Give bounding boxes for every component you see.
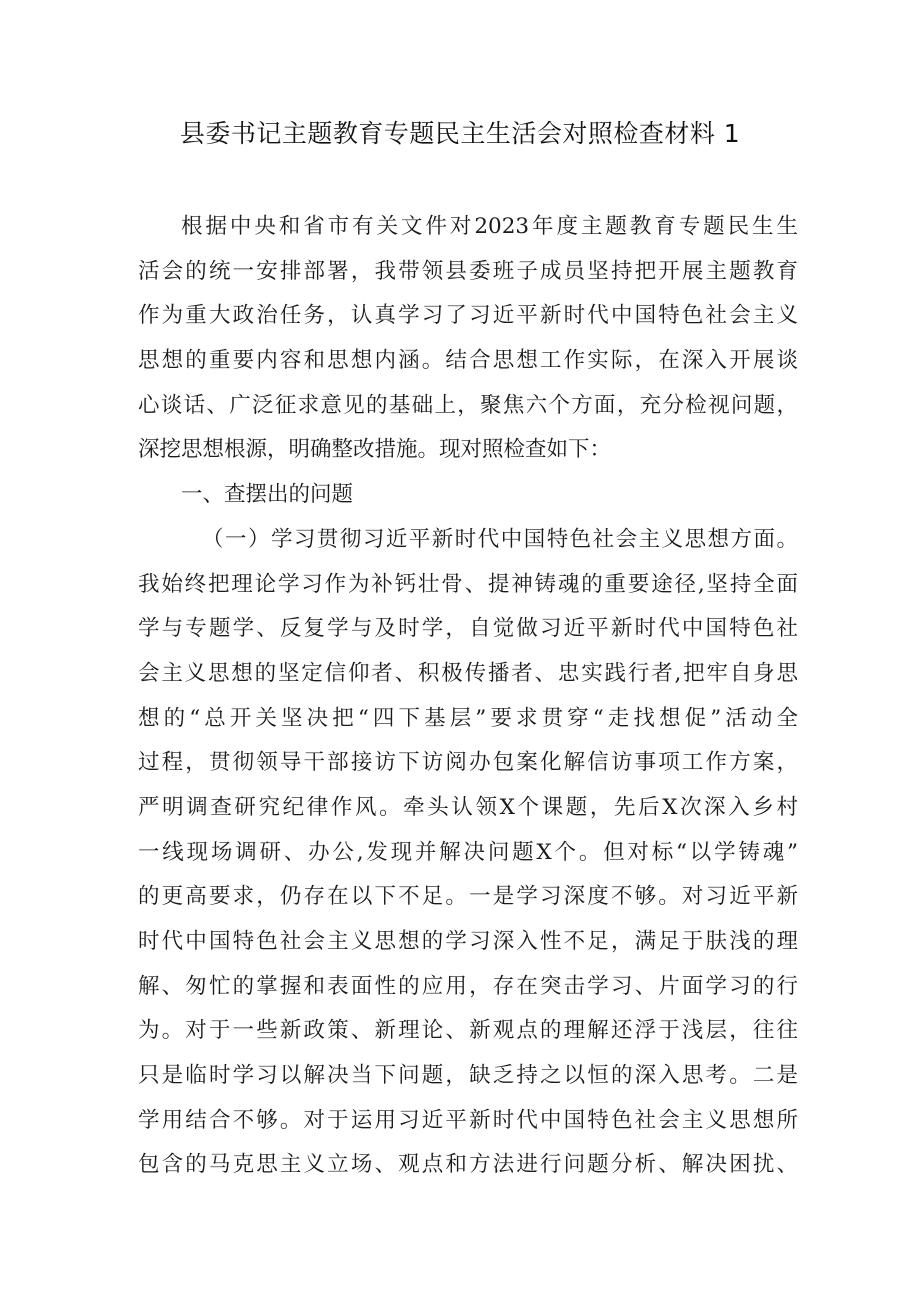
paragraph-line: 学与专题学、反复学与及时学，自觉做习近平新时代中国特色社	[138, 616, 798, 642]
paragraph-line: 为。对于一些新政策、新理论、新观点的理解还浮于浅层，往往	[138, 1018, 798, 1044]
paragraph-line: 解、匆忙的掌握和表面性的应用，存在突击学习、片面学习的行	[138, 973, 798, 999]
paragraph-line: 会主义思想的坚定信仰者、积极传播者、忠实践行者,把牢自身思	[138, 660, 798, 686]
section-heading: 一、查摆出的问题	[181, 482, 354, 508]
paragraph-line: 心谈话、广泛征求意见的基础上，聚焦六个方面，充分检视问题，	[138, 392, 798, 418]
paragraph-line: 的更高要求，仍存在以下不足。一是学习深度不够。对习近平新	[138, 884, 798, 910]
paragraph-line: 根据中央和省市有关文件对2023年度主题教育专题民生生	[181, 214, 798, 239]
paragraph-line: 一线现场调研、办公,发现并解决问题X个。但对标“以学铸魂”	[138, 839, 798, 865]
subsection-heading: （一）学习贯彻习近平新时代中国特色社会主义思想方面。	[202, 526, 798, 552]
paragraph-line: 包含的马克思主义立场、观点和方法进行问题分析、解决困扰、	[138, 1152, 798, 1178]
document-body	[138, 205, 798, 1188]
paragraph-line: 作为重大政治任务，认真学习了习近平新时代中国特色社会主义	[138, 303, 798, 329]
paragraph-line: 学用结合不够。对于运用习近平新时代中国特色社会主义思想所	[138, 1107, 798, 1133]
paragraph-line: 只是临时学习以解决当下问题，缺乏持之以恒的深入思考。二是	[138, 1063, 798, 1089]
paragraph-line: 活会的统一安排部署，我带领县委班子成员坚持把开展主题教育	[138, 258, 798, 284]
paragraph-line: 想的“总开关坚决把“四下基层”要求贯穿“走找想促”活动全	[138, 705, 798, 731]
paragraph-line: 严明调查研究纪律作风。牵头认领X个课题，先后X次深入乡村	[138, 794, 798, 820]
paragraph-line: 时代中国特色社会主义思想的学习深入性不足，满足于肤浅的理	[138, 929, 798, 954]
paragraph-line: 深挖思想根源，明确整改措施。现对照检查如下：	[138, 437, 612, 463]
paragraph-line: 我始终把理论学习作为补钙壮骨、提神铸魂的重要途径,坚持全面	[138, 571, 798, 597]
paragraph-line: 思想的重要内容和思想内涵。结合思想工作实际，在深入开展谈	[138, 348, 798, 374]
paragraph-line: 过程，贯彻领导干部接访下访阅办包案化解信访事项工作方案，	[138, 750, 798, 776]
document-title: 县委书记主题教育专题民主生活会对照检查材料 1	[179, 119, 741, 148]
